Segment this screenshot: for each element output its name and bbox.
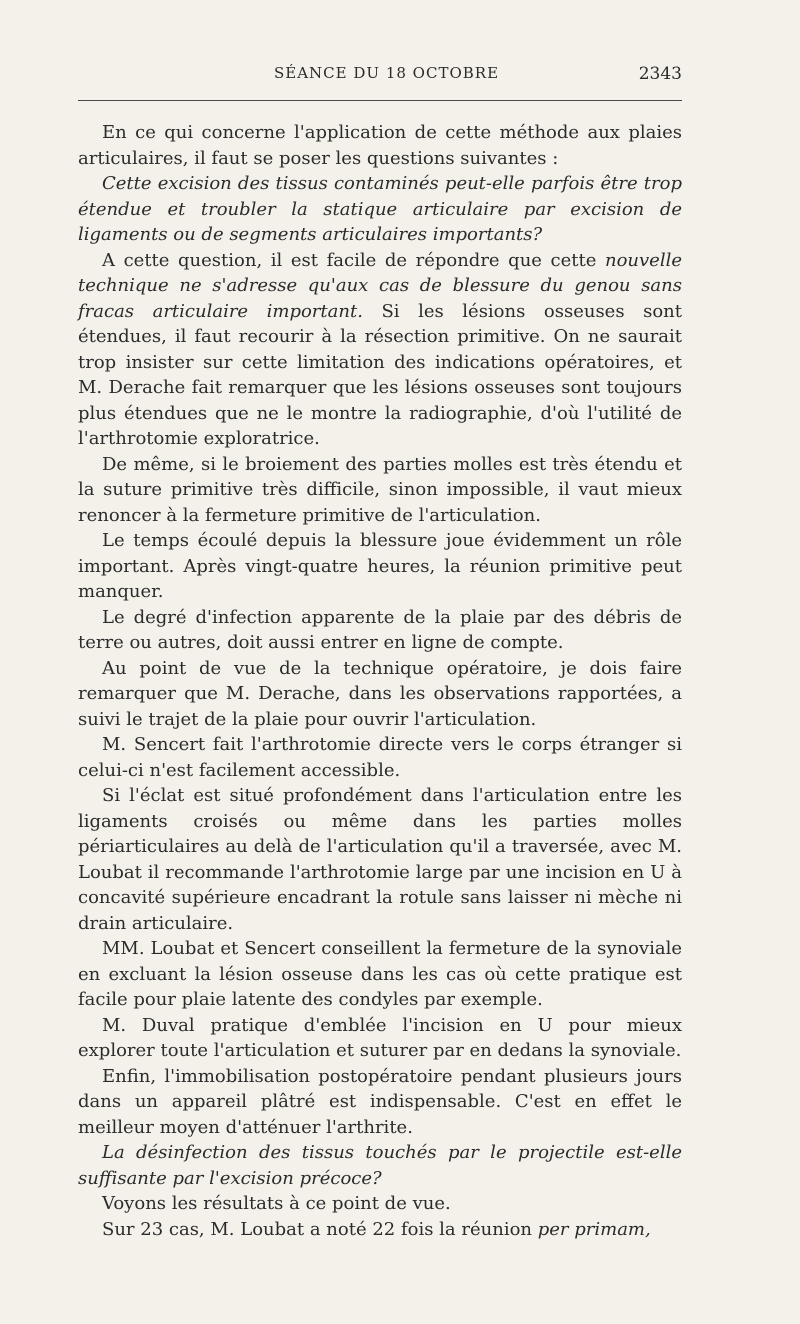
paragraph-11: M. Duval pratique d'emblée l'incision en U pour mieux explorer toute l'articulation et suturer par en dedans la synoviale. <box>78 1014 682 1061</box>
paragraph-4: De même, si le broiement des parties molles est très étendu et la suture primitive très difficile, sinon impossible, il vaut mieux renoncer à la fermeture primitive de l'articulation. <box>78 453 682 526</box>
header-rule <box>78 100 682 101</box>
paragraph-1: En ce qui concerne l'application de cette méthode aux plaies articulaires, il faut se poser les questions suivantes : <box>78 122 682 169</box>
page-number: 2343 <box>638 64 682 84</box>
paragraph-9: Si l'éclat est situé profondément dans l'articulation entre les ligaments croisés ou même dans les parties molles périarticulaires au delà de l'articulation qu'il a traversée, avec M. Loubat il recommande l'arthrotomie large par une incision en U à concavité supérieure encadrant la rotule sans laisser ni mèche ni drain articulaire. <box>78 785 682 934</box>
paragraph-3: A cette question, il est facile de répondre que cette nouvelle technique ne s'adresse qu'aux cas de blessure du genou sans fracas articulaire important. Si les lésions osseuses sont étendues, il faut recourir à la résection primitive. On ne saurait trop insister sur cette limitation des indications opératoires, et M. Derache fait remarquer que les lésions osseuses sont toujours plus étendues que ne le montre la radiographie, d'où l'utilité de l'arthrotomie exploratrice. <box>78 249 683 449</box>
paragraph-6: Le degré d'infection apparente de la plaie par des débris de terre ou autres, doit aussi entrer en ligne de compte. <box>78 606 682 653</box>
paragraph-13: La désinfection des tissus touchés par le projectile est-elle suffisante par l'excision précoce? <box>78 1142 682 1189</box>
paragraph-7: Au point de vue de la technique opératoire, je dois faire remarquer que M. Derache, dans les observations rapportées, a suivi le trajet de la plaie pour ouvrir l'articulation. <box>78 657 682 730</box>
running-title: SÉANCE DU 18 OCTOBRE <box>274 64 500 82</box>
running-head <box>78 64 682 86</box>
paragraph-8: M. Sencert fait l'arthrotomie directe vers le corps étranger si celui-ci n'est facilement accessible. <box>78 734 682 781</box>
paragraph-10: MM. Loubat et Sencert conseillent la fermeture de la synoviale en excluant la lésion osseuse dans les cas où cette pratique est facile pour plaie latente des condyles par exemple. <box>78 938 682 1010</box>
paragraph-5: Le temps écoulé depuis la blessure joue évidemment un rôle important. Après vingt-quatre heures, la réunion primitive peut manquer. <box>78 530 682 602</box>
paragraph-14: Voyons les résultats à ce point de vue. <box>102 1193 451 1214</box>
body-text <box>78 120 682 1242</box>
paragraph-12: Enfin, l'immobilisation postopératoire pendant plusieurs jours dans un appareil plâtré est indispensable. C'est en effet le meilleur moyen d'atténuer l'arthrite. <box>78 1065 682 1138</box>
paragraph-15: Sur 23 cas, M. Loubat a noté 22 fois la réunion per primam, <box>102 1218 651 1240</box>
paragraph-2: Cette excision des tissus contaminés peut-elle parfois être trop étendue et troubler la statique articulaire par excision de ligaments ou de segments articulaires importants? <box>78 173 682 245</box>
